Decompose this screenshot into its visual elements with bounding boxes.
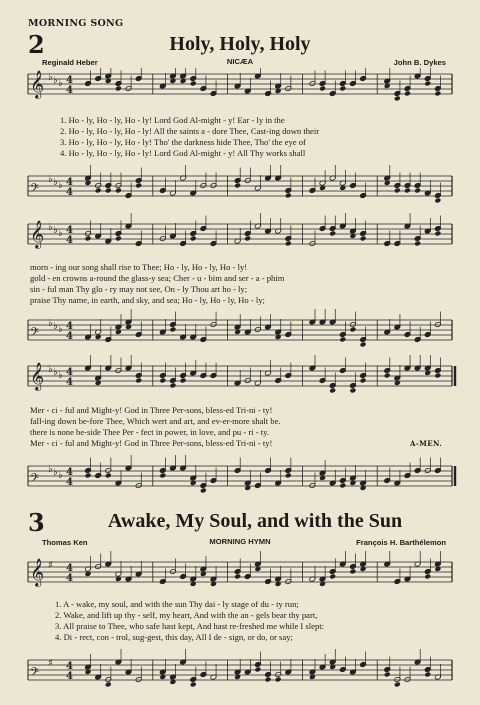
note-head <box>254 667 261 673</box>
note-head <box>360 342 367 348</box>
note-head <box>360 236 367 242</box>
note-head <box>115 236 122 242</box>
note-head <box>105 188 112 194</box>
note-head <box>329 574 336 580</box>
note-head <box>169 327 176 333</box>
note-head <box>275 677 282 683</box>
words-credit: Reginald Heber <box>42 58 98 67</box>
lyric-line: Mer - ci - ful and Might-y! God in Three Per-sons, bless-ed Tri-ni - ty! <box>30 405 273 415</box>
time-signature: 4 <box>66 467 73 478</box>
music-staff <box>0 448 480 504</box>
note-head <box>319 86 326 92</box>
time-signature: 4 <box>66 75 73 86</box>
lyric-line: praise Thy name, in earth, and sky, and sea; Ho - ly, Ho - ly, Ho - ly; <box>30 295 265 305</box>
note-head <box>85 236 92 242</box>
key-signature-icon: ♭ <box>48 72 53 83</box>
music-staff <box>0 646 480 705</box>
tune-name: NICÆA <box>226 57 254 66</box>
key-signature-icon: ♯ <box>48 560 53 571</box>
time-signature: 4 <box>66 85 73 96</box>
note-head <box>190 81 197 87</box>
note-head <box>339 483 346 489</box>
lyric-line: 3. Ho - ly, Ho - ly, Ho - ly! Tho' the darkness hide Thee, Tho' the eye of <box>60 137 306 147</box>
treble-clef-icon: 𝄞 <box>30 558 45 586</box>
note-head <box>85 473 92 479</box>
note-head <box>159 378 166 384</box>
music-staff <box>0 546 480 598</box>
note-head <box>115 86 122 92</box>
section-heading: MORNING SONG <box>28 18 124 29</box>
note-head <box>360 378 367 384</box>
note-head <box>190 236 197 242</box>
note-head <box>265 677 272 683</box>
treble-clef-icon: 𝄞 <box>30 362 45 390</box>
note-head <box>105 473 112 479</box>
lyric-line: Mer - ci - ful and Might-y! God in Three Per-sons, bless-ed Tri-ni - ty! <box>30 438 273 448</box>
music-credit: François H. Barthélemon <box>356 538 446 547</box>
hymn-title: Awake, My Soul, and with the Sun <box>107 510 403 532</box>
music-staff <box>0 162 480 214</box>
time-signature: 4 <box>66 177 73 188</box>
bass-clef-icon: 𝄢 <box>30 182 40 198</box>
key-signature-icon: ♭ <box>53 75 58 86</box>
note-head <box>135 183 142 189</box>
note-head <box>135 378 142 384</box>
note-head <box>424 574 431 580</box>
note-head <box>180 378 187 384</box>
lyric-line: gold - en crowns a-round the glass-y sea; Cher - u - bim and ser - a - phim <box>30 273 285 283</box>
note-head <box>285 193 292 199</box>
note-head <box>349 327 356 333</box>
amen-label: A-MEN. <box>410 439 443 448</box>
note-head <box>285 241 292 247</box>
note-head <box>424 81 431 87</box>
note-head <box>404 91 411 97</box>
note-head <box>414 241 421 247</box>
hymn-number: 2 <box>28 30 45 59</box>
key-signature-icon: ♭ <box>53 225 58 236</box>
note-head <box>349 569 356 575</box>
tune-name: MORNING HYMN <box>209 537 271 546</box>
key-signature-icon: ♭ <box>53 367 58 378</box>
music-staff <box>0 304 480 356</box>
time-signature: 4 <box>66 477 73 488</box>
treble-clef-icon: 𝄞 <box>30 70 45 98</box>
key-signature-icon: ♭ <box>53 321 58 332</box>
lyric-line: fall-ing down be-fore Thee, Which wert and art, and ev-er-more shalt be. <box>30 416 281 426</box>
key-signature-icon: ♯ <box>48 658 53 669</box>
key-signature-icon: ♭ <box>53 177 58 188</box>
lyric-line: there is none be-side Thee Per - fect in power, in love, and pu - ri - ty. <box>30 427 270 437</box>
hymn-title: Holy, Holy, Holy <box>169 33 311 55</box>
bass-clef-icon: 𝄢 <box>30 326 40 342</box>
note-head <box>384 373 391 379</box>
key-signature-icon: ♭ <box>53 467 58 478</box>
note-head <box>434 91 441 97</box>
note-head <box>404 188 411 194</box>
time-signature: 4 <box>66 367 73 378</box>
key-signature-icon: ♭ <box>48 174 53 185</box>
note-head <box>169 383 176 389</box>
key-signature-icon: ♭ <box>58 228 63 239</box>
lyric-line: sin - ful man Thy glo - ry may not see, On - ly Thou art ho - ly; <box>30 284 248 294</box>
time-signature: 4 <box>66 563 73 574</box>
note-head <box>394 96 401 102</box>
time-signature: 4 <box>66 331 73 342</box>
treble-clef-icon: 𝄞 <box>30 220 45 248</box>
music-credit: John B. Dykes <box>393 58 446 67</box>
note-head <box>95 188 102 194</box>
note-head <box>115 188 122 194</box>
time-signature: 4 <box>66 573 73 584</box>
note-head <box>434 198 441 204</box>
music-staff <box>0 354 480 406</box>
lyric-line: 1. A - wake, my soul, and with the sun Thy dai - ly stage of du - ty run; <box>55 599 299 609</box>
music-staff <box>0 68 480 120</box>
note-head <box>190 682 197 688</box>
note-head <box>394 188 401 194</box>
note-head <box>339 86 346 92</box>
time-signature: 4 <box>66 377 73 388</box>
time-signature: 4 <box>66 661 73 672</box>
note-head <box>349 388 356 394</box>
time-signature: 4 <box>66 225 73 236</box>
hymn-number: 3 <box>28 508 45 537</box>
key-signature-icon: ♭ <box>48 318 53 329</box>
lyric-line: 1. Ho - ly, Ho - ly, Ho - ly! Lord God Al-might - y! Ear - ly in the <box>60 115 285 125</box>
bass-clef-icon: 𝄢 <box>30 666 40 682</box>
note-head <box>339 337 346 343</box>
key-signature-icon: ♭ <box>48 222 53 233</box>
note-head <box>200 488 207 494</box>
music-staff <box>0 212 480 264</box>
note-head <box>244 236 251 242</box>
lyric-line: 4. Di - rect, con - trol, sug-gest, this day, All I de - sign, or do, or say; <box>55 632 293 642</box>
key-signature-icon: ♭ <box>58 470 63 481</box>
note-head <box>424 672 431 678</box>
note-head <box>384 672 391 678</box>
note-head <box>159 473 166 479</box>
words-credit: Thomas Ken <box>42 538 88 547</box>
key-signature-icon: ♭ <box>58 324 63 335</box>
key-signature-icon: ♭ <box>58 370 63 381</box>
time-signature: 4 <box>66 671 73 682</box>
note-head <box>434 373 441 379</box>
time-signature: 4 <box>66 321 73 332</box>
note-head <box>329 388 336 394</box>
note-head <box>105 682 112 688</box>
note-head <box>414 188 421 194</box>
key-signature-icon: ♭ <box>58 78 63 89</box>
lyric-line: 2. Wake, and lift up thy - self, my heart, And with the an - gels bear thy part, <box>55 610 318 620</box>
note-head <box>329 231 336 237</box>
key-signature-icon: ♭ <box>48 364 53 375</box>
lyric-line: morn - ing our song shall rise to Thee; Ho - ly, Ho - ly, Ho - ly! <box>30 262 248 272</box>
note-head <box>285 473 292 479</box>
key-signature-icon: ♭ <box>58 180 63 191</box>
time-signature: 4 <box>66 187 73 198</box>
key-signature-icon: ♭ <box>48 464 53 475</box>
note-head <box>434 231 441 237</box>
note-head <box>234 574 241 580</box>
bass-clef-icon: 𝄢 <box>30 472 40 488</box>
time-signature: 4 <box>66 235 73 246</box>
lyric-line: 2. Ho - ly, Ho - ly, Ho - ly! All the saints a - dore Thee, Cast-ing down their <box>60 126 320 136</box>
note-head <box>394 682 401 688</box>
note-head <box>234 183 241 189</box>
lyric-line: 3. All praise to Thee, who safe hast kept, And hast re-freshed me while I slept: <box>55 621 325 631</box>
lyric-line: 4. Ho - ly, Ho - ly, Ho - ly! Lord God Al-might - y! All Thy works shall <box>60 148 306 158</box>
